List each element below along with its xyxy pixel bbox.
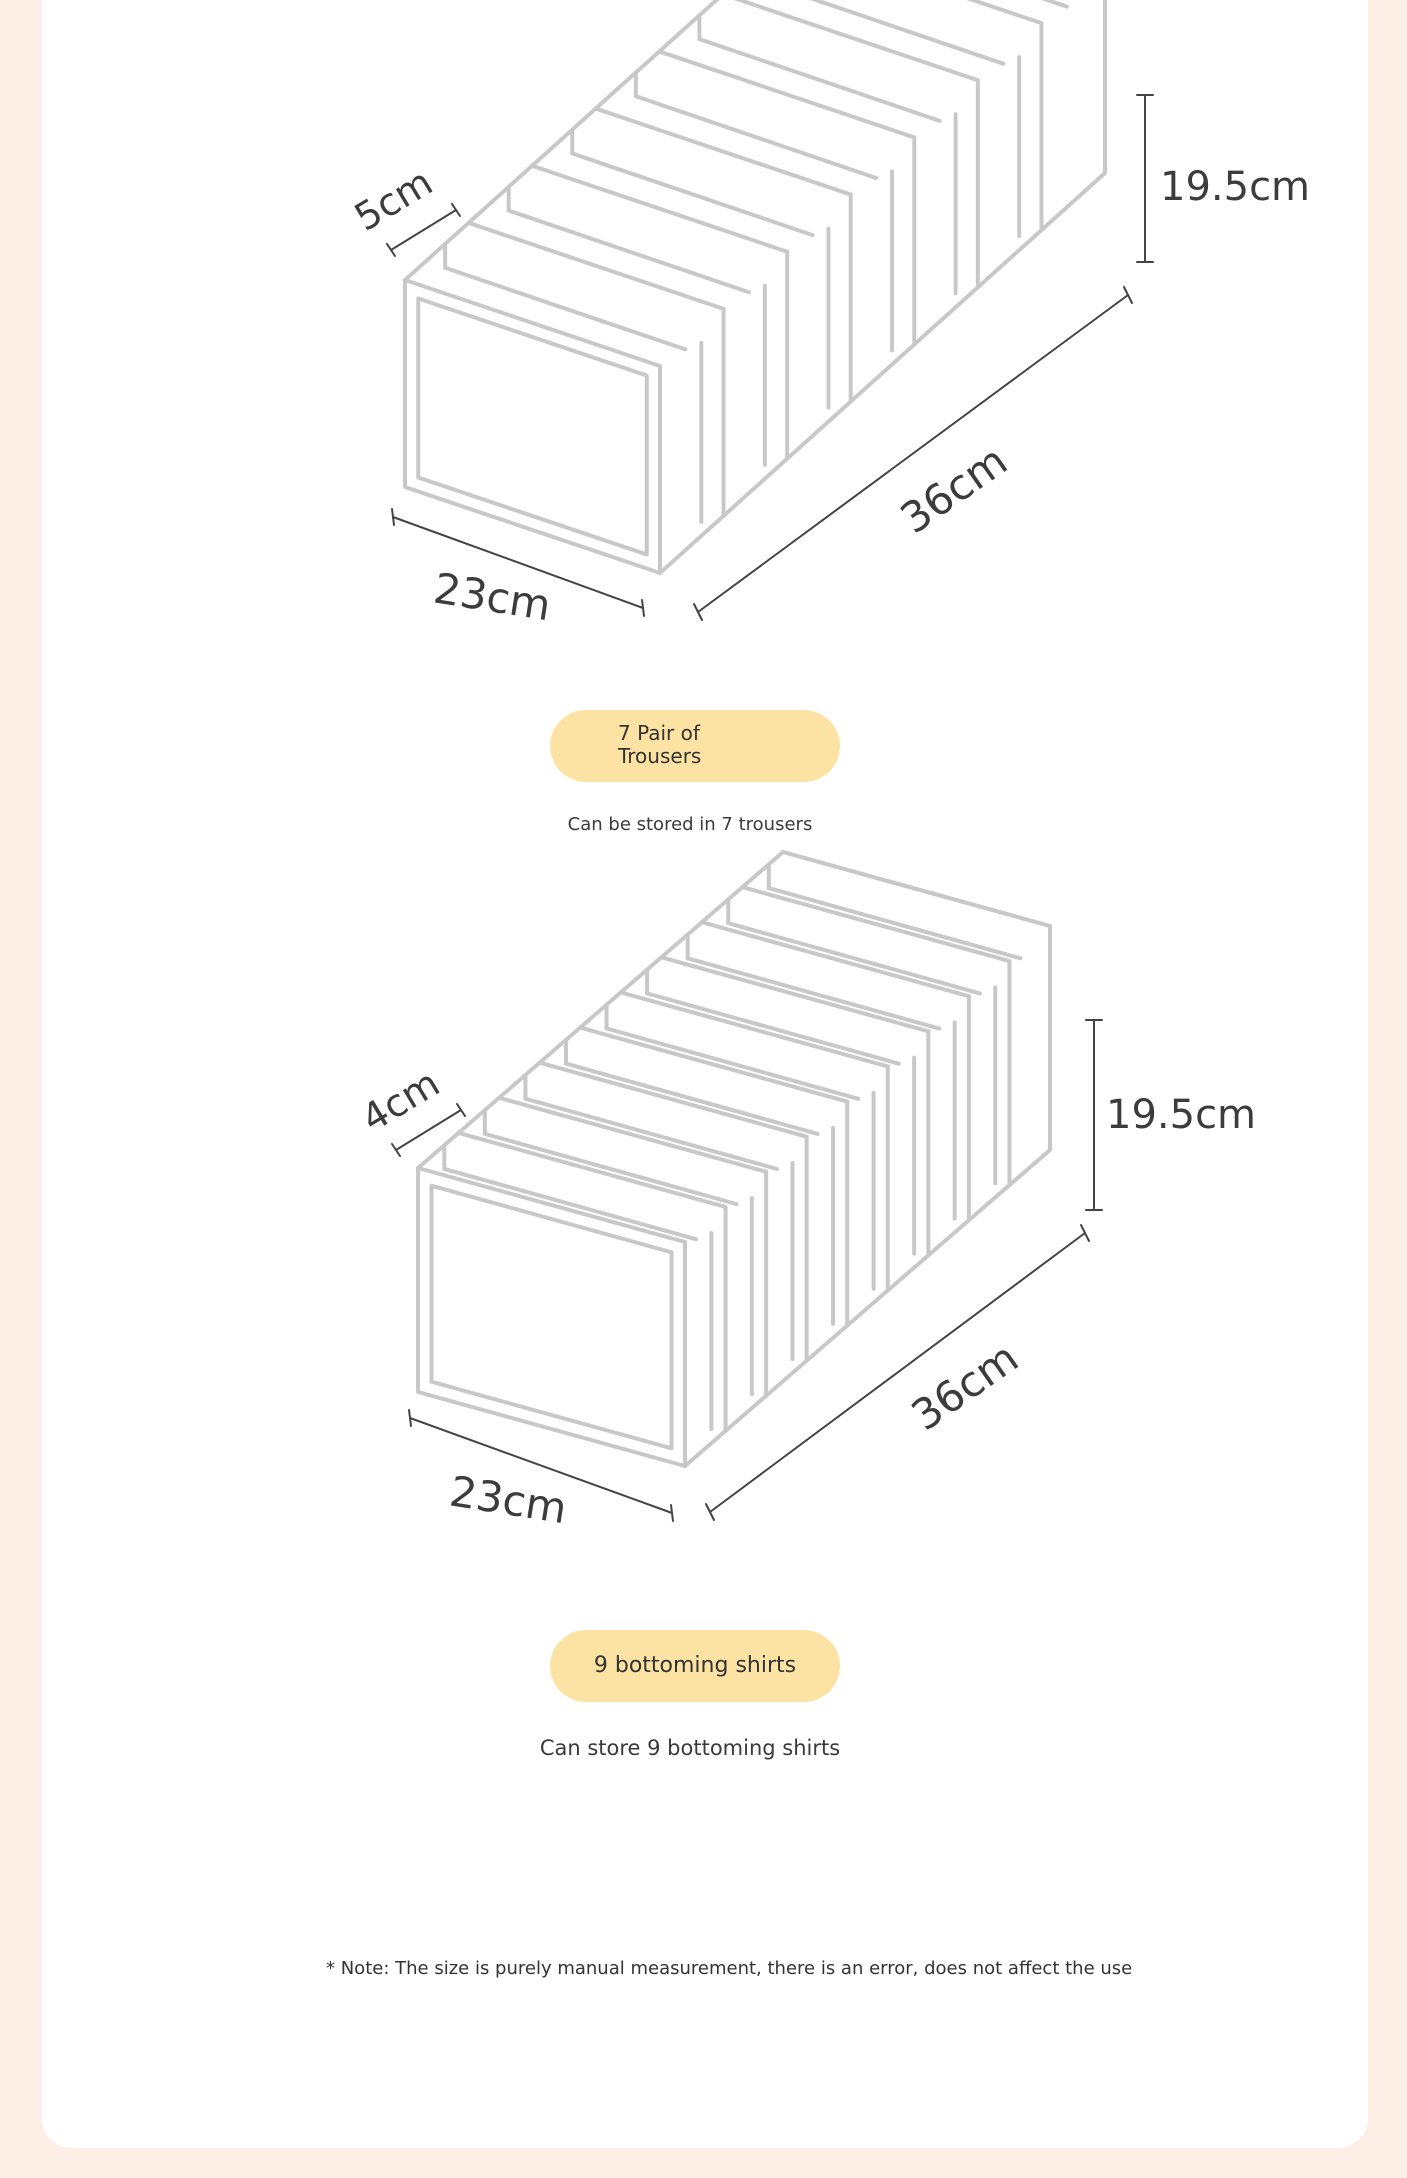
organizer-9-width-label: 23cm bbox=[446, 1466, 571, 1534]
organizer-7-compartment-width-label: 5cm bbox=[346, 159, 441, 240]
divider-top-edge bbox=[783, 852, 1050, 926]
divider-inner-edge bbox=[566, 1064, 818, 1134]
organizer-7-caption: Can be stored in 7 trousers bbox=[567, 814, 813, 835]
organizer-7-width-label: 23cm bbox=[430, 563, 555, 631]
organizer-9-compartment-width-label: 4cm bbox=[353, 1060, 448, 1141]
organizer-7-length-label: 36cm bbox=[891, 435, 1016, 544]
organizer-9-badge: 9 bottoming shirts bbox=[550, 1630, 840, 1702]
divider-inner-edge bbox=[525, 1099, 777, 1169]
divider-top-edge bbox=[742, 887, 1009, 961]
divider-inner-edge bbox=[688, 958, 940, 1028]
divider-inner-edge bbox=[444, 1169, 696, 1239]
divider-inner-edge bbox=[647, 993, 899, 1063]
divider-inner-edge bbox=[769, 888, 1021, 958]
box-front-panel bbox=[431, 1186, 671, 1449]
organizer-9-caption: Can store 9 bottoming shirts bbox=[539, 1736, 841, 1760]
divider-inner-edge bbox=[607, 1028, 859, 1098]
organizer-9-height-label: 19.5cm bbox=[1106, 1092, 1257, 1138]
organizer-9-length-label: 36cm bbox=[902, 1332, 1027, 1441]
divider-inner-edge bbox=[728, 923, 980, 993]
divider-inner-edge bbox=[485, 1134, 737, 1204]
organizer-7-badge-line2: Trousers bbox=[618, 744, 702, 768]
organizer-7-badge-line1: 7 Pair of bbox=[618, 721, 700, 745]
organizer-7-height-label: 19.5cm bbox=[1160, 164, 1311, 210]
measurement-note: * Note: The size is purely manual measurement, there is an error, does not affect the use bbox=[326, 1958, 1133, 1979]
